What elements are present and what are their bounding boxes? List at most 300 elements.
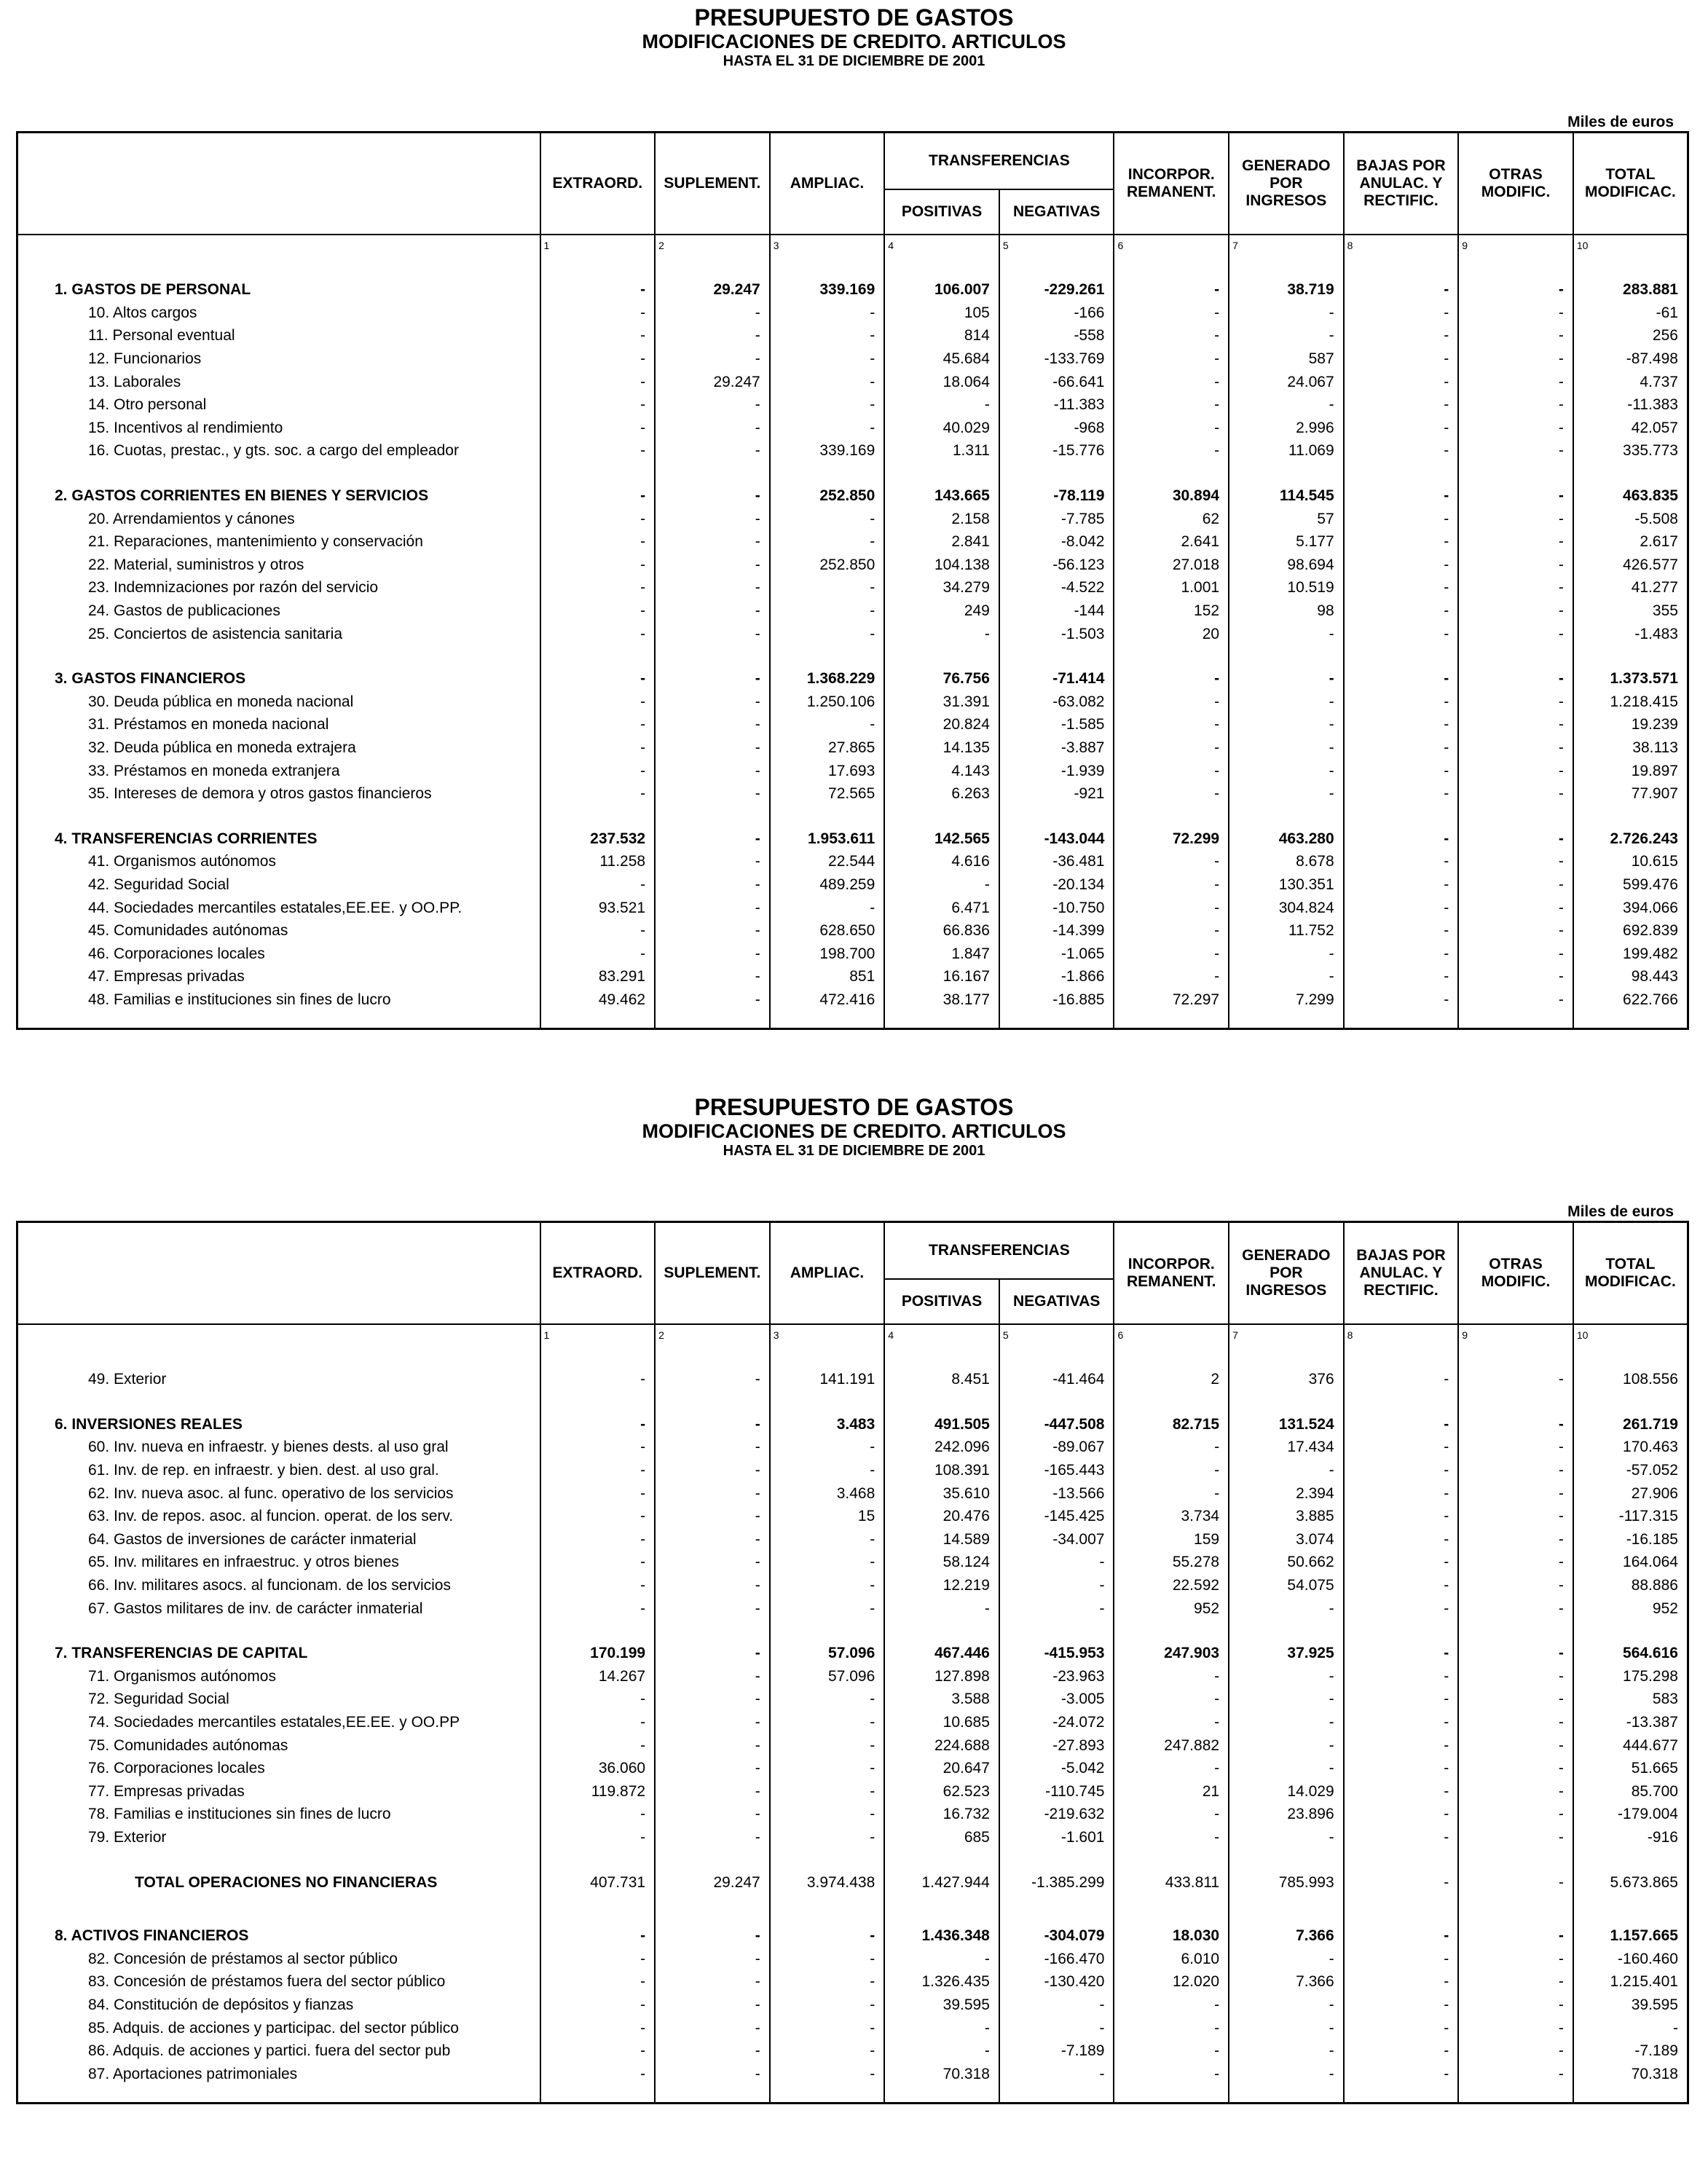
- value-cell: -: [655, 1665, 770, 1688]
- value-cell: 3.885: [1229, 1505, 1344, 1528]
- value-cell: 77.907: [1573, 782, 1688, 806]
- value-cell: -: [1344, 347, 1459, 371]
- group-row: [17, 667, 1688, 690]
- spacer-cell: [1229, 2086, 1344, 2104]
- value-cell: 72.565: [770, 782, 885, 806]
- value-cell: -: [1114, 873, 1229, 897]
- group-row: [17, 279, 1688, 302]
- value-cell: -: [1229, 393, 1344, 417]
- value-cell: 1.427.944: [884, 1871, 999, 1894]
- row-label: 64. Gastos de inversiones de carácter inmaterial: [17, 1528, 540, 1551]
- value-cell: -: [540, 1369, 656, 1392]
- table-row: [17, 2063, 1688, 2086]
- row-label: 71. Organismos autónomos: [17, 1665, 540, 1688]
- value-cell: -: [1458, 484, 1573, 508]
- spacer-cell: [1344, 1894, 1459, 1916]
- spacer-cell: [1458, 806, 1573, 827]
- value-cell: -: [1114, 1757, 1229, 1780]
- value-cell: -: [999, 1994, 1114, 2017]
- row-label: 61. Inv. de rep. en infraestr. y bien. dest. al uso gral.: [17, 1459, 540, 1482]
- value-cell: -: [1344, 1665, 1459, 1688]
- value-cell: 2.726.243: [1573, 827, 1688, 851]
- value-cell: 3.974.438: [770, 1871, 885, 1894]
- row-label: 35. Intereses de demora y otros gastos financieros: [17, 782, 540, 806]
- spacer-cell: [1344, 257, 1459, 279]
- spacer-cell: [884, 257, 999, 279]
- header-transferencias: TRANSFERENCIAS: [884, 1222, 1114, 1279]
- header-negativas: NEGATIVAS: [999, 1279, 1114, 1324]
- spacer-cell: [1573, 2086, 1688, 2104]
- spacer-cell: [1344, 806, 1459, 827]
- table-row: [17, 714, 1688, 737]
- spacer-cell: [540, 1620, 656, 1642]
- value-cell: -: [884, 2017, 999, 2040]
- value-cell: -: [655, 827, 770, 851]
- value-cell: -1.939: [999, 760, 1114, 783]
- row-label: 13. Laborales: [17, 371, 540, 394]
- header-text: ANULAC. Y: [1359, 1264, 1443, 1281]
- value-cell: -34.007: [999, 1528, 1114, 1551]
- header-generado: [1229, 133, 1344, 235]
- table-row: [17, 1436, 1688, 1460]
- header-blank: [17, 133, 540, 235]
- value-cell: 5.673.865: [1573, 1871, 1688, 1894]
- value-cell: -: [770, 393, 885, 417]
- value-cell: 247.882: [1114, 1734, 1229, 1758]
- value-cell: -: [540, 508, 656, 531]
- value-cell: -143.044: [999, 827, 1114, 851]
- table-row: [17, 417, 1688, 440]
- value-cell: 20: [1114, 623, 1229, 646]
- row-label: 41. Organismos autónomos: [17, 851, 540, 874]
- value-cell: -: [1114, 371, 1229, 394]
- table-row: [17, 690, 1688, 714]
- group-row: [17, 1642, 1688, 1665]
- spacer-cell: [1458, 645, 1573, 667]
- value-cell: 170.199: [540, 1642, 656, 1665]
- value-cell: 3.734: [1114, 1505, 1229, 1528]
- spacer-cell: [1114, 1347, 1229, 1369]
- header-text: TOTAL: [1605, 1255, 1656, 1272]
- table-row: [17, 966, 1688, 989]
- value-cell: -: [1344, 827, 1459, 851]
- value-cell: -: [770, 2039, 885, 2063]
- column-index: 4: [884, 1324, 999, 1347]
- value-cell: -: [540, 554, 656, 577]
- header-incorpor: [1114, 133, 1229, 235]
- report-title: PRESUPUESTO DE GASTOS: [694, 1094, 1014, 1120]
- row-label: 10. Altos cargos: [17, 302, 540, 325]
- spacer-cell: [540, 645, 656, 667]
- value-cell: -1.385.299: [999, 1871, 1114, 1894]
- value-cell: -87.498: [1573, 347, 1688, 371]
- table-row: [17, 599, 1688, 623]
- units-label: Miles de euros: [1567, 1203, 1674, 1220]
- row-label: 85. Adquis. de acciones y participac. del sector público: [17, 2017, 540, 2040]
- spacer-row: [17, 1894, 1688, 1916]
- row-label: 23. Indemnizaciones por razón del servicio: [17, 577, 540, 600]
- row-label: 48. Familias e instituciones sin fines de lucro: [17, 988, 540, 1012]
- value-cell: 376: [1229, 1369, 1344, 1392]
- value-cell: -5.508: [1573, 508, 1688, 531]
- header-text: OTRAS: [1489, 1255, 1543, 1272]
- value-cell: 489.259: [770, 873, 885, 897]
- value-cell: 108.391: [884, 1459, 999, 1482]
- value-cell: 38.719: [1229, 279, 1344, 302]
- row-label: 66. Inv. militares asocs. al funcionam. de los servicios: [17, 1574, 540, 1597]
- value-cell: -: [540, 1413, 656, 1436]
- value-cell: -: [1344, 1826, 1459, 1849]
- value-cell: -: [540, 417, 656, 440]
- value-cell: 335.773: [1573, 440, 1688, 463]
- value-cell: 242.096: [884, 1436, 999, 1460]
- spacer-cell: [770, 806, 885, 827]
- value-cell: -: [1458, 347, 1573, 371]
- spacer-cell: [1114, 2086, 1229, 2104]
- value-cell: -: [655, 484, 770, 508]
- value-cell: 55.278: [1114, 1551, 1229, 1575]
- value-cell: 1.368.229: [770, 667, 885, 690]
- value-cell: -: [1114, 1436, 1229, 1460]
- value-cell: -: [655, 1803, 770, 1827]
- value-cell: 198.700: [770, 943, 885, 966]
- spacer-cell: [770, 1916, 885, 1924]
- value-cell: 199.482: [1573, 943, 1688, 966]
- row-label: 25. Conciertos de asistencia sanitaria: [17, 623, 540, 646]
- value-cell: 467.446: [884, 1642, 999, 1665]
- spacer-cell: [540, 1849, 656, 1871]
- value-cell: -: [1458, 966, 1573, 989]
- value-cell: -219.632: [999, 1803, 1114, 1827]
- value-cell: -: [1344, 897, 1459, 920]
- spacer-cell: [1344, 1391, 1459, 1413]
- value-cell: -15.776: [999, 440, 1114, 463]
- column-index: 9: [1458, 1324, 1573, 1347]
- value-cell: 20.824: [884, 714, 999, 737]
- row-label: 65. Inv. militares en infraestruc. y otros bienes: [17, 1551, 540, 1575]
- value-cell: -: [1114, 393, 1229, 417]
- value-cell: -: [1344, 1436, 1459, 1460]
- row-label: 21. Reparaciones, mantenimiento y conservación: [17, 530, 540, 554]
- spacer-cell: [655, 645, 770, 667]
- table-row: [17, 1597, 1688, 1621]
- value-cell: -: [1458, 393, 1573, 417]
- value-cell: -: [655, 851, 770, 874]
- value-cell: 93.521: [540, 897, 656, 920]
- value-cell: 7.366: [1229, 1924, 1344, 1948]
- spacer-cell: [17, 1347, 540, 1369]
- table-row: [17, 2039, 1688, 2063]
- value-cell: 70.318: [884, 2063, 999, 2086]
- value-cell: -: [1344, 484, 1459, 508]
- spacer-cell: [655, 1849, 770, 1871]
- row-label: 84. Constitución de depósitos y fianzas: [17, 1994, 540, 2017]
- value-cell: -1.503: [999, 623, 1114, 646]
- value-cell: -: [770, 577, 885, 600]
- value-cell: 851: [770, 966, 885, 989]
- value-cell: 1.311: [884, 440, 999, 463]
- row-label: 20. Arrendamientos y cánones: [17, 508, 540, 531]
- value-cell: -: [1344, 554, 1459, 577]
- value-cell: 8.678: [1229, 851, 1344, 874]
- value-cell: 261.719: [1573, 1413, 1688, 1436]
- value-cell: -160.460: [1573, 1948, 1688, 1971]
- value-cell: 11.752: [1229, 919, 1344, 943]
- value-cell: -7.189: [999, 2039, 1114, 2063]
- value-cell: 2: [1114, 1369, 1229, 1392]
- header-bajas: [1344, 133, 1459, 235]
- value-cell: -: [540, 1994, 656, 2017]
- value-cell: -: [655, 1971, 770, 1994]
- value-cell: -: [1229, 623, 1344, 646]
- value-cell: -: [1458, 371, 1573, 394]
- value-cell: -: [770, 1528, 885, 1551]
- value-cell: 131.524: [1229, 1413, 1344, 1436]
- value-cell: -: [1458, 302, 1573, 325]
- value-cell: -: [1458, 943, 1573, 966]
- spacer-cell: [655, 806, 770, 827]
- value-cell: -: [540, 2039, 656, 2063]
- value-cell: -: [999, 2017, 1114, 2040]
- value-cell: 14.029: [1229, 1780, 1344, 1803]
- header-total: [1573, 133, 1688, 235]
- spacer-cell: [17, 1894, 540, 1916]
- total-row: [17, 1871, 1688, 1894]
- table-row: [17, 1971, 1688, 1994]
- group-row: [17, 1413, 1688, 1436]
- value-cell: 22.592: [1114, 1574, 1229, 1597]
- value-cell: -: [1458, 782, 1573, 806]
- spacer-cell: [1573, 1849, 1688, 1871]
- value-cell: -: [1344, 1780, 1459, 1803]
- spacer-cell: [999, 806, 1114, 827]
- value-cell: 814: [884, 325, 999, 348]
- value-cell: -: [999, 1574, 1114, 1597]
- table-row: [17, 1528, 1688, 1551]
- value-cell: 6.263: [884, 782, 999, 806]
- header-text: GENERADO: [1242, 1246, 1331, 1264]
- value-cell: -: [770, 1803, 885, 1827]
- value-cell: -: [1229, 1665, 1344, 1688]
- spacer-cell: [770, 1894, 885, 1916]
- row-label: 4. TRANSFERENCIAS CORRIENTES: [17, 827, 540, 851]
- value-cell: -: [1229, 2063, 1344, 2086]
- value-cell: -: [1344, 1688, 1459, 1712]
- value-cell: -: [1344, 1994, 1459, 2017]
- value-cell: 14.267: [540, 1665, 656, 1688]
- value-cell: -: [770, 1924, 885, 1948]
- value-cell: -: [540, 371, 656, 394]
- value-cell: -3.887: [999, 736, 1114, 760]
- value-cell: -: [655, 1574, 770, 1597]
- spacer-cell: [884, 1916, 999, 1924]
- table-row: [17, 440, 1688, 463]
- spacer-cell: [17, 1391, 540, 1413]
- value-cell: -: [884, 623, 999, 646]
- spacer-cell: [1458, 1347, 1573, 1369]
- spacer-cell: [1114, 1620, 1229, 1642]
- value-cell: 38.177: [884, 988, 999, 1012]
- value-cell: -: [1458, 1924, 1573, 1948]
- value-cell: -: [1114, 2039, 1229, 2063]
- value-cell: -: [1114, 690, 1229, 714]
- table-row: [17, 988, 1688, 1012]
- header-text: INGRESOS: [1245, 192, 1327, 209]
- row-label: 1. GASTOS DE PERSONAL: [17, 279, 540, 302]
- spacer-cell: [770, 1347, 885, 1369]
- value-cell: -133.769: [999, 347, 1114, 371]
- spacer-cell: [540, 2086, 656, 2104]
- spacer-row: [17, 1849, 1688, 1871]
- value-cell: -: [1458, 1994, 1573, 2017]
- value-cell: -: [1114, 897, 1229, 920]
- value-cell: -: [655, 714, 770, 737]
- spacer-cell: [1114, 1916, 1229, 1924]
- value-cell: 1.215.401: [1573, 1971, 1688, 1994]
- spacer-row: [17, 2086, 1688, 2104]
- value-cell: 472.416: [770, 988, 885, 1012]
- spacer-cell: [1344, 463, 1459, 484]
- header-positivas: POSITIVAS: [884, 189, 999, 235]
- value-cell: 34.279: [884, 577, 999, 600]
- value-cell: -71.414: [999, 667, 1114, 690]
- value-cell: -: [1458, 1551, 1573, 1575]
- column-index: 5: [999, 235, 1114, 257]
- value-cell: 57.096: [770, 1642, 885, 1665]
- row-label: 86. Adquis. de acciones y partici. fuera del sector pub: [17, 2039, 540, 2063]
- header-text: RECTIFIC.: [1363, 192, 1439, 209]
- row-label: 76. Corporaciones locales: [17, 1757, 540, 1780]
- value-cell: -: [1458, 1780, 1573, 1803]
- column-index: 1: [540, 235, 656, 257]
- value-cell: -165.443: [999, 1459, 1114, 1482]
- spacer-row: [17, 1347, 1688, 1369]
- row-label: 49. Exterior: [17, 1369, 540, 1392]
- spacer-cell: [1114, 463, 1229, 484]
- value-cell: 491.505: [884, 1413, 999, 1436]
- spacer-cell: [1573, 463, 1688, 484]
- value-cell: 3.468: [770, 1482, 885, 1506]
- spacer-cell: [1573, 1916, 1688, 1924]
- value-cell: -: [999, 1551, 1114, 1575]
- header-suplement: SUPLEMENT.: [655, 133, 770, 235]
- value-cell: -: [770, 1994, 885, 2017]
- value-cell: -: [1458, 1948, 1573, 1971]
- value-cell: -: [1344, 417, 1459, 440]
- value-cell: -: [540, 1826, 656, 1849]
- column-index: 6: [1114, 235, 1229, 257]
- spacer-cell: [655, 1916, 770, 1924]
- value-cell: -: [540, 530, 656, 554]
- column-index: 1: [540, 1324, 656, 1347]
- value-cell: -: [1229, 1711, 1344, 1734]
- value-cell: 159: [1114, 1528, 1229, 1551]
- budget-table-1: [16, 131, 1689, 1030]
- value-cell: -: [540, 2063, 656, 2086]
- value-cell: -: [1344, 736, 1459, 760]
- value-cell: 599.476: [1573, 873, 1688, 897]
- value-cell: -: [1458, 851, 1573, 874]
- value-cell: -: [540, 393, 656, 417]
- value-cell: 952: [1573, 1597, 1688, 1621]
- units-label: Miles de euros: [1567, 114, 1674, 130]
- value-cell: -: [655, 325, 770, 348]
- spacer-cell: [540, 1894, 656, 1916]
- value-cell: -57.052: [1573, 1459, 1688, 1482]
- table-row: [17, 1711, 1688, 1734]
- value-cell: -: [655, 508, 770, 531]
- spacer-cell: [655, 2086, 770, 2104]
- value-cell: -: [1114, 919, 1229, 943]
- group-row: [17, 1924, 1688, 1948]
- value-cell: 1.953.611: [770, 827, 885, 851]
- value-cell: -117.315: [1573, 1505, 1688, 1528]
- value-cell: -: [1344, 1528, 1459, 1551]
- value-cell: -: [1344, 873, 1459, 897]
- value-cell: -: [1114, 1803, 1229, 1827]
- value-cell: -: [1114, 440, 1229, 463]
- value-cell: -8.042: [999, 530, 1114, 554]
- value-cell: 143.665: [884, 484, 999, 508]
- value-cell: -: [770, 1826, 885, 1849]
- row-label: 78. Familias e instituciones sin fines de lucro: [17, 1803, 540, 1827]
- value-cell: -: [1114, 782, 1229, 806]
- spacer-cell: [655, 1391, 770, 1413]
- value-cell: -: [540, 302, 656, 325]
- value-cell: -: [655, 736, 770, 760]
- value-cell: 40.029: [884, 417, 999, 440]
- row-label: 63. Inv. de repos. asoc. al funcion. operat. de los serv.: [17, 1505, 540, 1528]
- value-cell: 20.647: [884, 1757, 999, 1780]
- value-cell: -: [1458, 1459, 1573, 1482]
- value-cell: -: [1344, 714, 1459, 737]
- row-label: TOTAL OPERACIONES NO FINANCIERAS: [17, 1871, 540, 1894]
- value-cell: -: [655, 1948, 770, 1971]
- value-cell: -: [1458, 1597, 1573, 1621]
- value-cell: -: [655, 1826, 770, 1849]
- value-cell: 7.299: [1229, 988, 1344, 1012]
- value-cell: -: [770, 1551, 885, 1575]
- value-cell: -: [1344, 919, 1459, 943]
- value-cell: -: [655, 1482, 770, 1506]
- value-cell: 175.298: [1573, 1665, 1688, 1688]
- value-cell: 2.841: [884, 530, 999, 554]
- value-cell: 16.732: [884, 1803, 999, 1827]
- value-cell: 252.850: [770, 484, 885, 508]
- value-cell: -: [1229, 690, 1344, 714]
- value-cell: -: [655, 623, 770, 646]
- value-cell: 16.167: [884, 966, 999, 989]
- value-cell: -: [1458, 440, 1573, 463]
- value-cell: -: [655, 2017, 770, 2040]
- value-cell: 164.064: [1573, 1551, 1688, 1575]
- value-cell: 1.001: [1114, 577, 1229, 600]
- spacer-cell: [540, 1391, 656, 1413]
- spacer-cell: [17, 806, 540, 827]
- value-cell: 17.434: [1229, 1436, 1344, 1460]
- spacer-cell: [1229, 1347, 1344, 1369]
- column-index: 9: [1458, 235, 1573, 257]
- value-cell: 4.616: [884, 851, 999, 874]
- value-cell: -: [655, 347, 770, 371]
- row-label: 45. Comunidades autónomas: [17, 919, 540, 943]
- header-text: MODIFIC.: [1481, 1272, 1551, 1290]
- value-cell: -: [770, 302, 885, 325]
- row-label: 83. Concesión de préstamos fuera del sector público: [17, 1971, 540, 1994]
- table-row: [17, 393, 1688, 417]
- row-label: 87. Aportaciones patrimoniales: [17, 2063, 540, 2086]
- value-cell: -: [655, 599, 770, 623]
